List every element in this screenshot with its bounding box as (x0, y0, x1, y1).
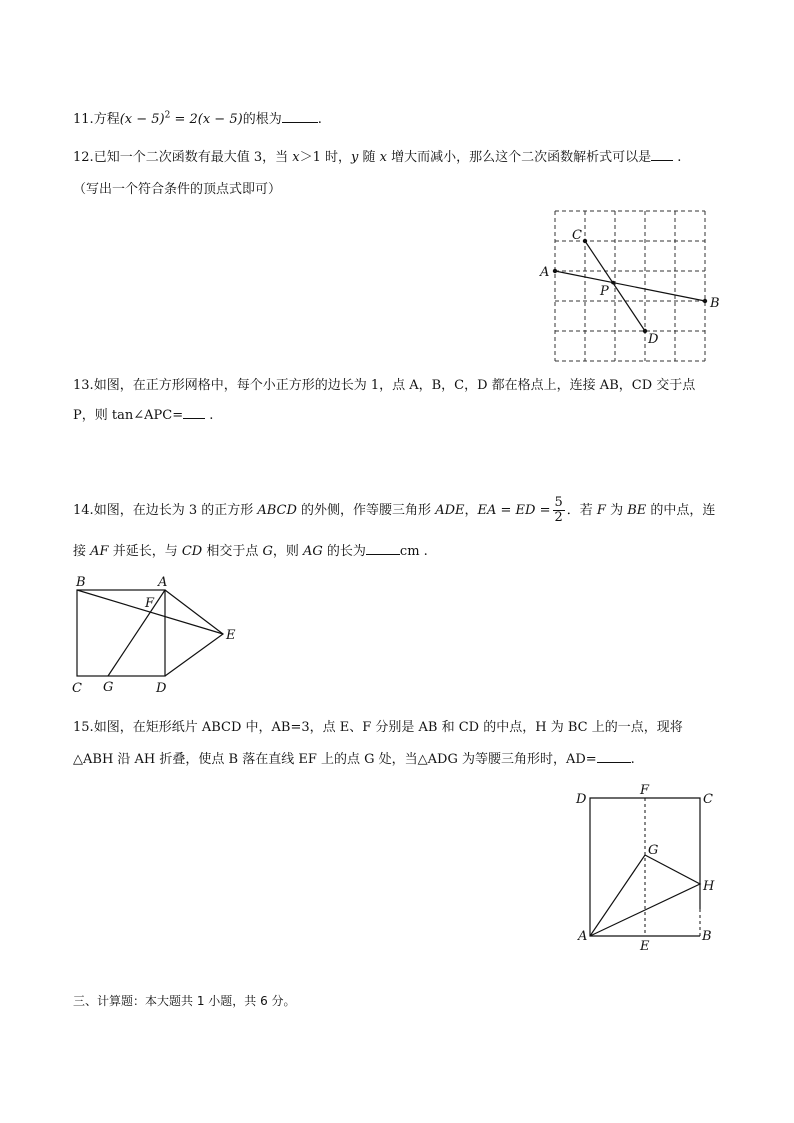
q14-text-e: 为 (605, 503, 628, 518)
q13-grid-figure (540, 205, 730, 370)
q11-sup: 2 (164, 110, 171, 121)
q14-text-a: 如图，在边长为 3 的正方形 (93, 503, 258, 518)
label-c: C (703, 792, 713, 807)
q12-x2: x (379, 150, 387, 165)
q14-frac-den: 2 (554, 510, 563, 525)
q14-answer-blank[interactable] (366, 542, 400, 555)
q13-answer-blank[interactable] (183, 406, 205, 419)
point-p (611, 281, 615, 285)
q11-number: 11. (73, 112, 94, 127)
label-e: E (640, 939, 650, 954)
point-d (643, 329, 647, 333)
label-g: G (648, 843, 659, 858)
q12-end: . (677, 150, 682, 165)
q15-end: . (630, 752, 635, 767)
q14-abcd: ABCD (257, 503, 297, 518)
label-b: B (710, 296, 720, 311)
label-a: A (540, 265, 550, 280)
label-c: C (72, 681, 82, 696)
label-a: A (578, 929, 588, 944)
q15-answer-blank[interactable] (597, 750, 631, 763)
question-15 (73, 716, 683, 735)
q11-post: 的根为 (242, 112, 282, 127)
q13-number: 13. (73, 378, 94, 393)
q14-be: BE (627, 503, 647, 518)
question-11 (73, 108, 322, 127)
q14-text-b: 的外侧，作等腰三角形 (296, 503, 436, 518)
label-e: E (226, 628, 236, 643)
label-a: A (158, 575, 168, 590)
q15-text-2: △ABH 沿 AH 折叠，使点 B 落在直线 EF 上的点 G 处，当△ADG 为等腰三角形时，AD= (73, 752, 597, 767)
label-f: F (640, 783, 650, 798)
label-c: C (572, 228, 582, 243)
q12-answer-blank[interactable] (651, 148, 673, 161)
label-p: P (600, 284, 609, 299)
q13-text-2: P，则 tan∠APC= (73, 408, 184, 423)
q14-unit: cm (399, 544, 420, 559)
q11-pre: 方程 (93, 112, 120, 127)
q14-number: 14. (73, 503, 94, 518)
q14-text-f: 的中点，连 (646, 503, 716, 518)
q14-fraction (553, 496, 565, 525)
label-h: H (703, 879, 715, 894)
label-f: F (145, 596, 155, 611)
label-g: G (103, 680, 114, 695)
q14-text-2e: 的长为 (322, 544, 366, 559)
q14-text-c: ， (464, 503, 478, 518)
label-d: D (156, 681, 167, 696)
point-c (583, 239, 587, 243)
q14-ag: AG (303, 544, 323, 559)
q14-text-2d: ，则 (272, 544, 303, 559)
label-b: B (76, 575, 86, 590)
q11-eq2: = 2(x − 5) (170, 112, 243, 127)
question-13 (73, 374, 695, 393)
q12-text-c: 增大而减小，那么这个二次函数解析式可以是 (386, 150, 652, 165)
q15-number: 15. (73, 720, 94, 735)
q12-number: 12. (73, 150, 94, 165)
label-d: D (576, 792, 587, 807)
q14-text-d: ．若 (566, 503, 597, 518)
q11-eq: (x − 5) (119, 112, 165, 127)
segment-ag (108, 590, 165, 676)
q15-text-1: 如图，在矩形纸片 ABCD 中，AB=3，点 E、F 分别是 AB 和 CD 的中点，H 为 BC 上的一点，现将 (93, 720, 683, 735)
q12-line2: （写出一个符合条件的顶点式即可） (73, 182, 282, 197)
point-b (703, 299, 707, 303)
triangle-ade (165, 590, 223, 676)
q12-x: x (292, 150, 300, 165)
q13-line2 (73, 404, 213, 423)
q12-text-b: 随 (358, 150, 380, 165)
q15-rectangle-figure (572, 784, 722, 954)
q14-g: G (262, 544, 273, 559)
q14-eq: EA = ED = (477, 503, 551, 518)
question-12 (73, 146, 681, 165)
q14-frac-num: 5 (554, 495, 563, 510)
q13-end: . (209, 408, 214, 423)
q14-text-2b: 并延长，与 (108, 544, 182, 559)
point-a (553, 269, 557, 273)
q11-end: . (317, 112, 322, 127)
q12-text-a: 已知一个二次函数有最大值 3，当 (93, 150, 293, 165)
q14-line2 (73, 540, 428, 559)
label-d: D (648, 332, 659, 347)
q14-text-2c: 相交于点 (202, 544, 263, 559)
question-14 (73, 496, 715, 525)
q12-y: y (350, 150, 359, 165)
q14-ade: ADE (435, 503, 465, 518)
q14-f: F (596, 503, 606, 518)
q14-text-2a: 接 (73, 544, 91, 559)
q12-gt: ＞1 时， (299, 150, 351, 165)
segment-ab (555, 271, 705, 301)
q14-cd: CD (181, 544, 203, 559)
q14-end: . (423, 544, 428, 559)
q13-text-1: 如图，在正方形网格中，每个小正方形的边长为 1，点 A，B，C，D 都在格点上，连接 AB，CD 交于点 (93, 378, 696, 393)
label-b: B (702, 929, 712, 944)
q14-af: AF (90, 544, 109, 559)
q14-square-figure (70, 572, 250, 697)
section-3-heading: 三、计算题：本大题共 1 小题，共 6 分。 (73, 994, 296, 1008)
q11-answer-blank[interactable] (282, 110, 318, 123)
q15-line2 (73, 748, 635, 767)
